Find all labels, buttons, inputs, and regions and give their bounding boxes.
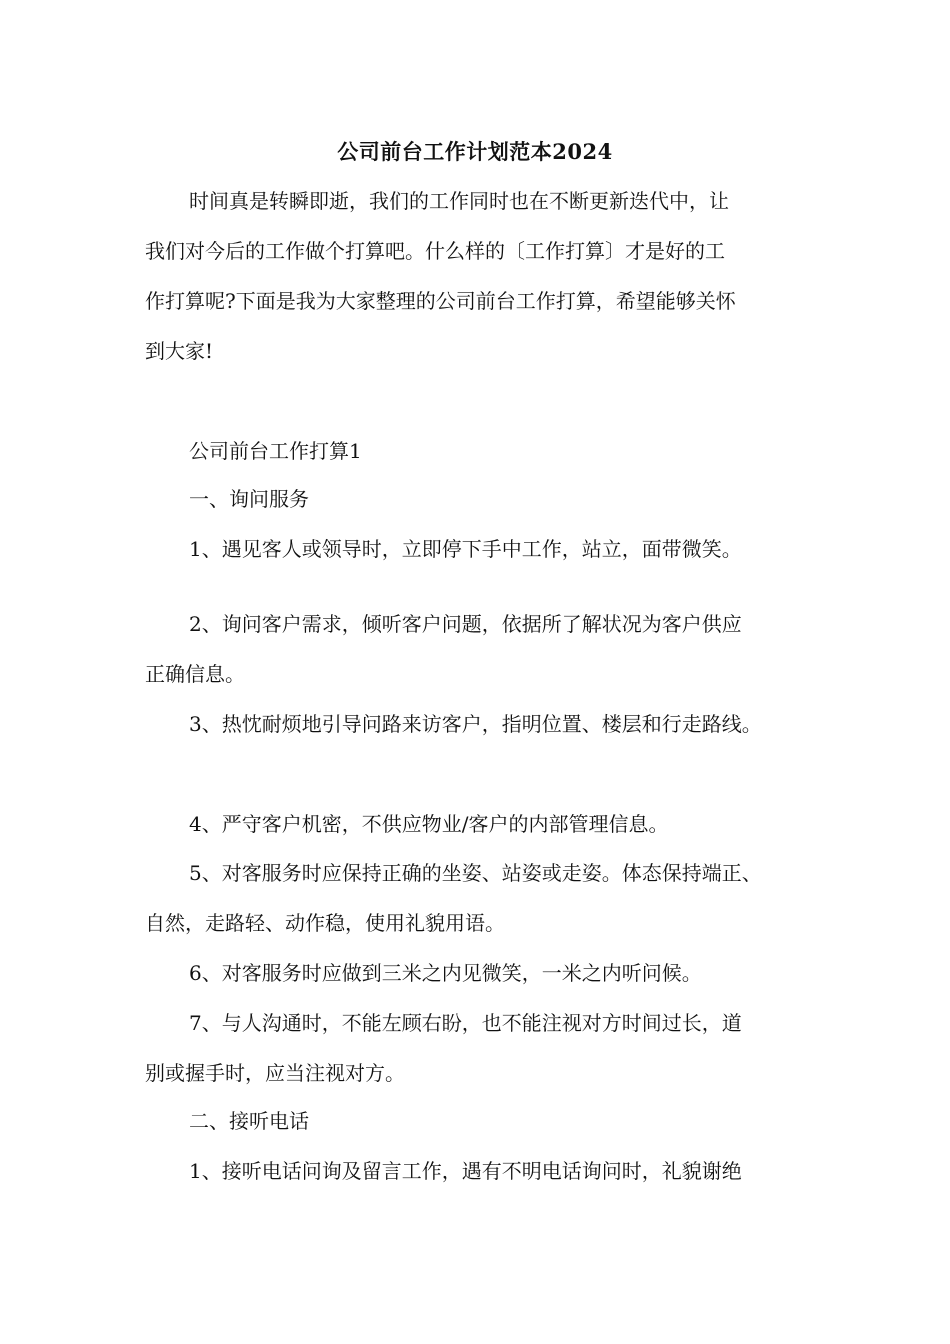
part1-heading: 一、询问服务 (189, 487, 309, 511)
list-item: 1、遇见客人或领导时，立即停下手中工作，站立，面带微笑。 (189, 537, 742, 561)
document-title: 公司前台工作计划范本2024 (337, 139, 613, 164)
list-item: 6、对客服务时应做到三米之内见微笑，一米之内听问候。 (189, 961, 702, 985)
list-item: 4、严守客户机密，不供应物业/客户的内部管理信息。 (189, 812, 669, 836)
intro-line: 到大家! (145, 339, 214, 363)
list-item: 7、与人沟通时，不能左顾右盼，也不能注视对方时间过长，道 别或握手时，应当注视对方。 (145, 1011, 742, 1085)
intro-line: 时间真是转瞬即逝，我们的工作同时也在不断更新迭代中，让 (189, 189, 729, 213)
intro-line: 作打算呢?下面是我为大家整理的公司前台工作打算，希望能够关怀 (145, 289, 736, 313)
intro-paragraph (145, 176, 815, 376)
section-heading: 公司前台工作打算1 (189, 439, 362, 463)
list-item: 2、询问客户需求，倾听客户问题，依据所了解状况为客户供应 正确信息。 (145, 612, 742, 686)
list-item: 3、热忱耐烦地引导问路来访客户，指明位置、楼层和行走路线。 (189, 712, 762, 736)
list-item: 1、接听电话问询及留言工作，遇有不明电话询问时，礼貌谢绝 (189, 1159, 742, 1183)
intro-line: 我们对今后的工作做个打算吧。什么样的〔工作打算〕才是好的工 (145, 239, 725, 263)
part2-heading: 二、接听电话 (189, 1109, 309, 1133)
list-item: 5、对客服务时应保持正确的坐姿、站姿或走姿。体态保持端正、 自然，走路轻、动作稳，使用礼貌用语。 (145, 861, 762, 935)
